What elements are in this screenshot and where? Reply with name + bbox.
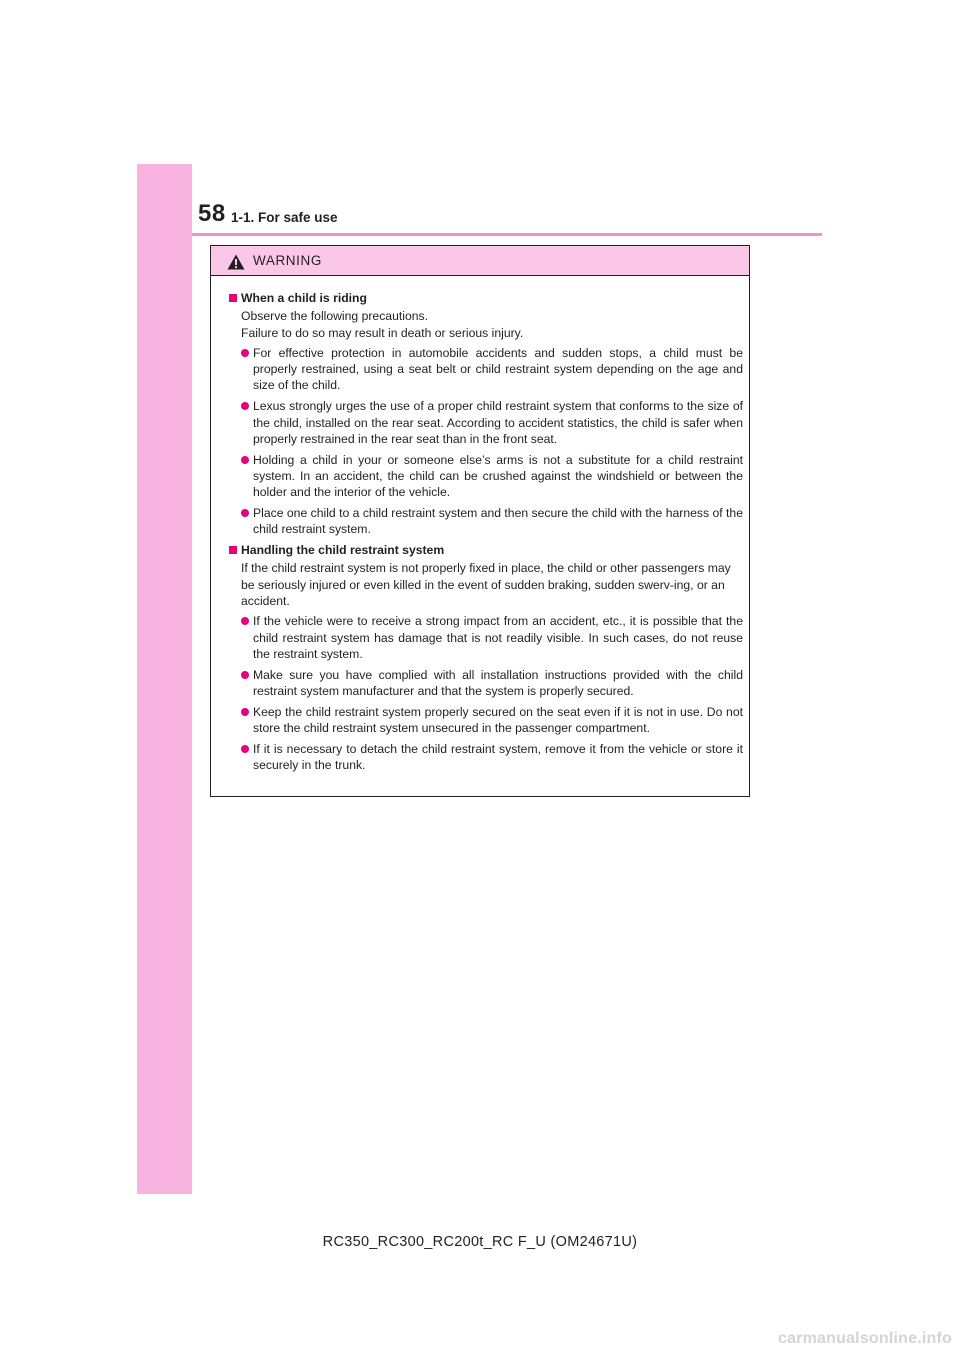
chapter-side-tab	[137, 164, 192, 1194]
section-title: 1-1. For safe use	[231, 210, 338, 225]
square-bullet-icon	[229, 546, 237, 554]
page-number: 58	[198, 200, 226, 227]
section-heading-handling: Handling the child restraint system	[229, 542, 743, 558]
footer-model-code: RC350_RC300_RC200t_RC F_U (OM24671U)	[322, 1234, 638, 1250]
round-bullet-icon	[241, 456, 249, 464]
section-intro-text: If the child restraint system is not properly fixed in place, the child or other passengers may be seriously injured or even killed in the event of sudden braking, sudden swerv-ing, or an accident.	[241, 561, 731, 609]
list-item: For effective protection in automobile accidents and sudden stops, a child must be properly restrained, using a seat belt or child restraint system depending on the age and size of the child.	[229, 345, 743, 394]
warning-body	[211, 276, 749, 774]
round-bullet-icon	[241, 349, 249, 357]
handling-list	[229, 613, 743, 773]
list-item: Lexus strongly urges the use of a proper child restraint system that conforms to the size of the child, installed on the rear seat. According to accident statistics, the child is safer when properly restrained in the rear seat than in the front seat.	[229, 398, 743, 447]
list-item: If it is necessary to detach the child restraint system, remove it from the vehicle or store it securely in the trunk.	[229, 741, 743, 774]
warning-box	[210, 245, 750, 797]
round-bullet-icon	[241, 708, 249, 716]
warning-header	[211, 246, 749, 276]
round-bullet-icon	[241, 509, 249, 517]
precautions-list	[229, 345, 743, 538]
warning-triangle-icon	[227, 254, 245, 270]
round-bullet-icon	[241, 671, 249, 679]
list-item: Place one child to a child restraint system and then secure the child with the harness of the child restraint system.	[229, 505, 743, 538]
square-bullet-icon	[229, 294, 237, 302]
header-rule	[192, 233, 822, 236]
warning-label: WARNING	[253, 253, 322, 268]
watermark: carmanualsonline.info	[777, 1330, 952, 1347]
intro-line: Observe the following precautions. Failure to do so may result in death or serious injury.	[241, 309, 524, 340]
round-bullet-icon	[241, 402, 249, 410]
section-heading-child-riding: When a child is riding	[229, 290, 743, 306]
round-bullet-icon	[241, 617, 249, 625]
list-item: Holding a child in your or someone else’s arms is not a substitute for a child restraint system. In an accident, the child can be crushed against the windshield or between the holder and the interior of the vehicle.	[229, 452, 743, 501]
list-item: If the vehicle were to receive a strong impact from an accident, etc., it is possible that the child restraint system has damage that is not readily visible. In such cases, do not reuse the restraint system.	[229, 613, 743, 662]
list-item: Make sure you have complied with all installation instructions provided with the child restraint system manufacturer and that the system is properly secured.	[229, 667, 743, 700]
section-intro-text	[229, 308, 743, 341]
round-bullet-icon	[241, 745, 249, 753]
list-item: Keep the child restraint system properly secured on the seat even if it is not in use. Do not store the child restraint system unsecured in the passenger compartment.	[229, 704, 743, 737]
